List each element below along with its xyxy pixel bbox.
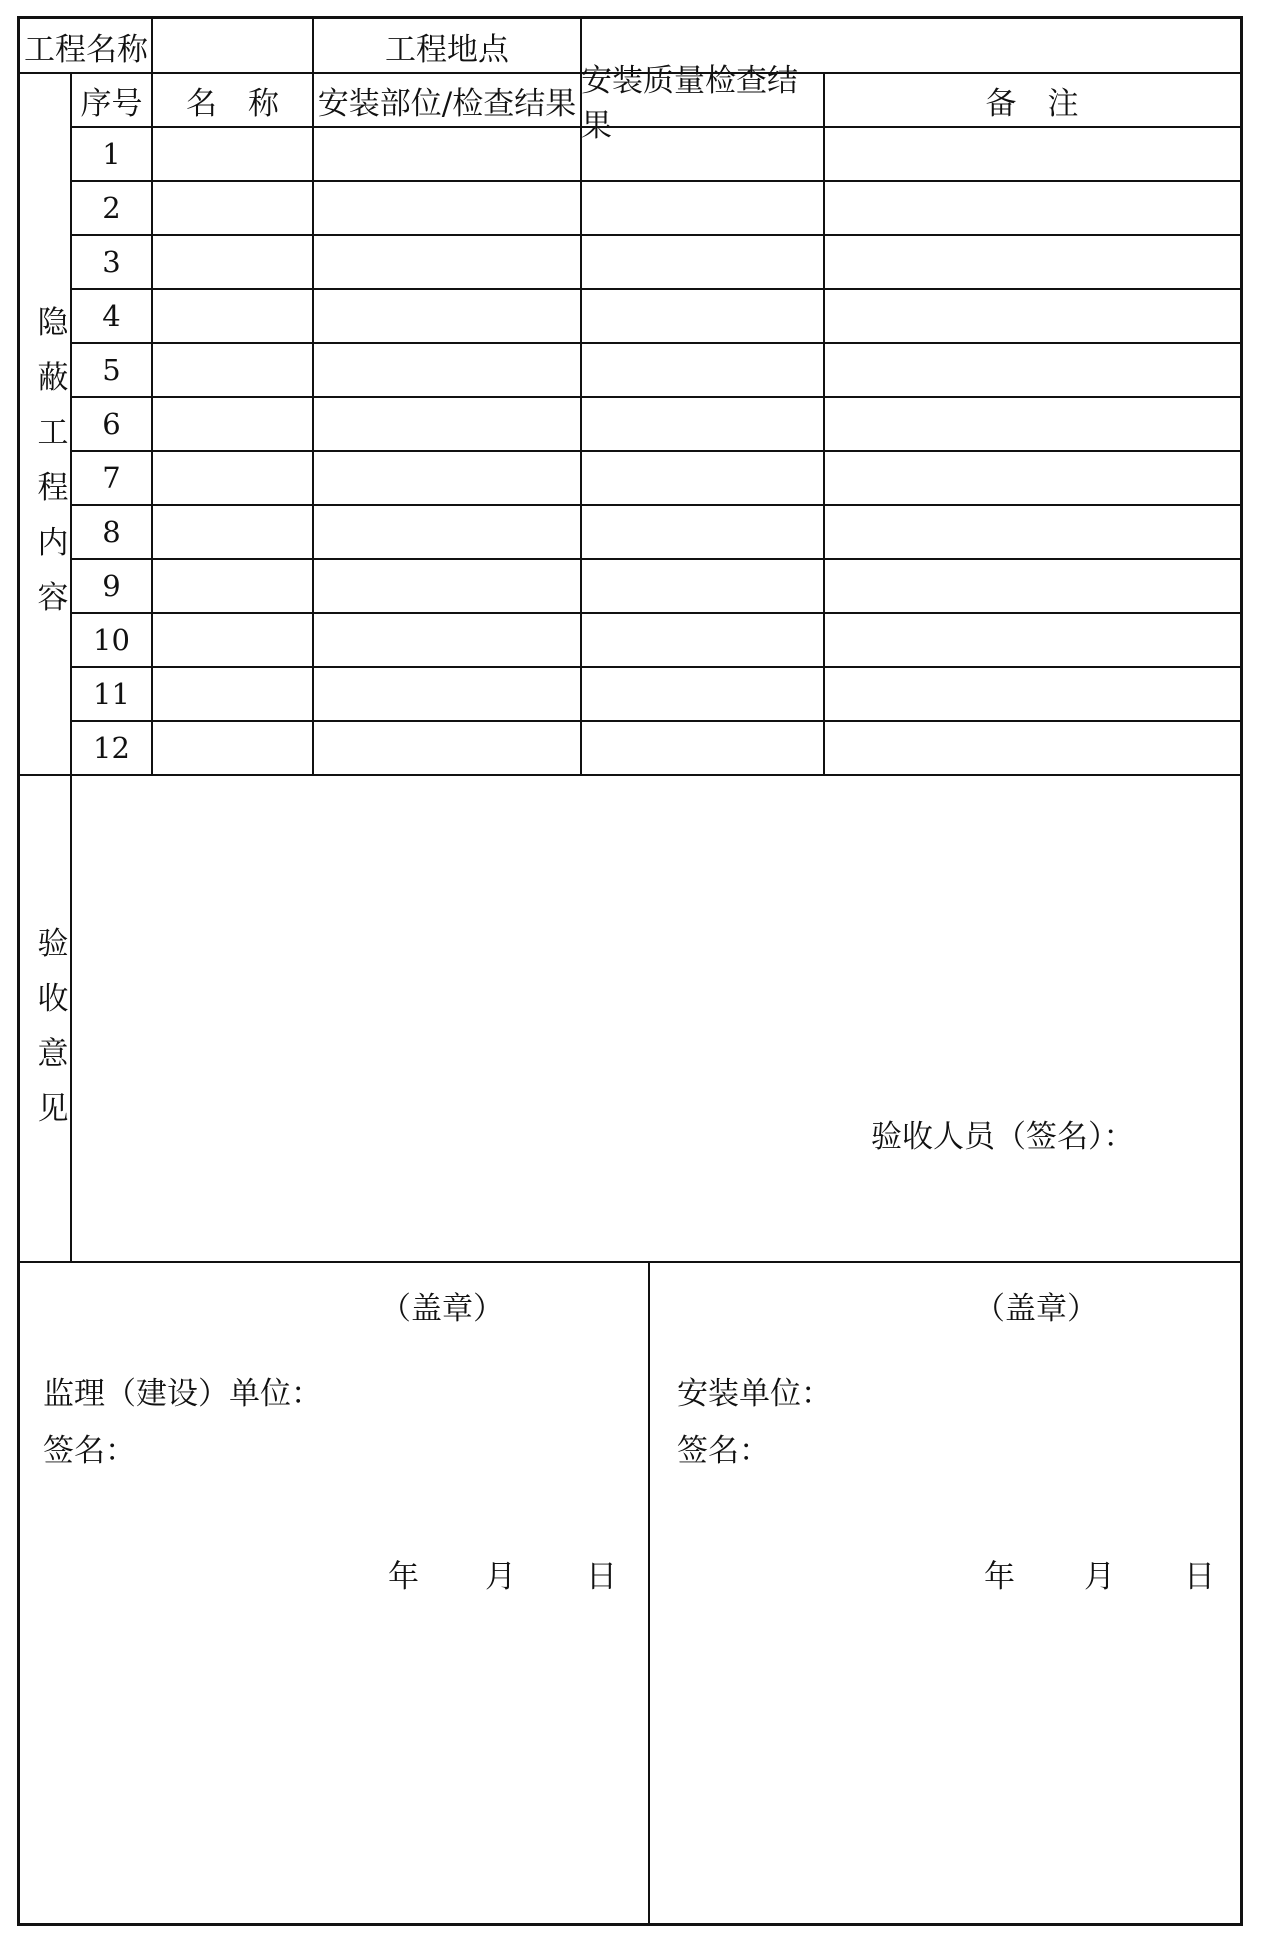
side-label-char: 蔽 <box>37 360 69 396</box>
right-signature-label: 签名： <box>677 1433 770 1469</box>
table-row-number: 10 <box>93 623 130 657</box>
table-row-number: 1 <box>102 137 121 171</box>
column-divider <box>312 19 314 774</box>
row-divider <box>71 450 1240 452</box>
side-label-char: 验 <box>37 926 69 962</box>
right-month-label: 月 <box>1084 1559 1115 1595</box>
column-header-remarks: 备 注 <box>985 85 1079 122</box>
left-day-label: 日 <box>586 1559 617 1595</box>
left-seal-label: （盖章） <box>380 1291 504 1327</box>
table-row-number: 3 <box>102 245 121 279</box>
right-year-label: 年 <box>984 1559 1015 1595</box>
column-divider <box>580 19 582 774</box>
project-name-field[interactable] <box>152 19 313 73</box>
left-month-label: 月 <box>485 1559 516 1595</box>
side-label-char: 隐 <box>37 305 69 341</box>
row-divider <box>71 126 1240 128</box>
row-divider <box>71 288 1240 290</box>
table-row-number: 7 <box>102 461 121 495</box>
side-label-char: 容 <box>37 580 69 616</box>
table-row-number: 4 <box>102 299 121 333</box>
hidden-works-side-label <box>20 296 86 626</box>
table-row-number: 11 <box>93 677 130 711</box>
column-header-serial: 序号 <box>80 85 143 122</box>
row-divider <box>20 72 1240 74</box>
column-header-install-location: 安装部位/检查结果 <box>317 85 577 122</box>
side-label-char: 见 <box>37 1091 69 1127</box>
row-divider <box>71 504 1240 506</box>
column-header-quality-result: 安装质量检查结果 <box>581 63 798 144</box>
right-day-label: 日 <box>1184 1559 1215 1595</box>
side-label-char: 意 <box>37 1036 69 1072</box>
row-divider <box>71 612 1240 614</box>
supervision-unit-label: 监理（建设）单位： <box>43 1376 322 1412</box>
section-divider <box>20 1261 1240 1263</box>
row-divider <box>71 180 1240 182</box>
row-divider <box>71 342 1240 344</box>
project-location-label: 工程地点 <box>385 31 509 68</box>
column-header-name: 名 称 <box>186 85 279 122</box>
left-signature-label: 签名： <box>43 1433 136 1469</box>
inspector-signature-label: 验收人员（签名）： <box>871 1119 1135 1155</box>
side-label-char: 内 <box>37 525 69 561</box>
column-divider <box>151 19 153 774</box>
right-seal-label: （盖章） <box>974 1291 1098 1327</box>
hidden-works-acceptance-form <box>17 16 1243 1926</box>
signature-divider <box>648 1262 650 1923</box>
project-name-label: 工程名称 <box>24 31 148 68</box>
row-divider <box>71 666 1240 668</box>
side-label-char: 程 <box>37 470 69 506</box>
row-divider <box>71 234 1240 236</box>
section-divider <box>20 774 1240 776</box>
table-row-number: 2 <box>102 191 121 225</box>
side-label-char: 工 <box>37 415 69 451</box>
row-divider <box>71 558 1240 560</box>
side-label-char: 收 <box>37 981 69 1017</box>
table-row-number: 8 <box>102 515 121 549</box>
row-divider <box>71 396 1240 398</box>
table-row-number: 12 <box>93 731 130 765</box>
table-row-number: 9 <box>102 569 121 603</box>
installation-unit-label: 安装单位： <box>677 1376 832 1412</box>
table-row-number: 5 <box>102 353 121 387</box>
row-divider <box>71 720 1240 722</box>
column-divider <box>823 73 825 774</box>
column-divider <box>70 73 72 1261</box>
left-year-label: 年 <box>388 1559 419 1595</box>
table-row-number: 6 <box>102 407 121 441</box>
